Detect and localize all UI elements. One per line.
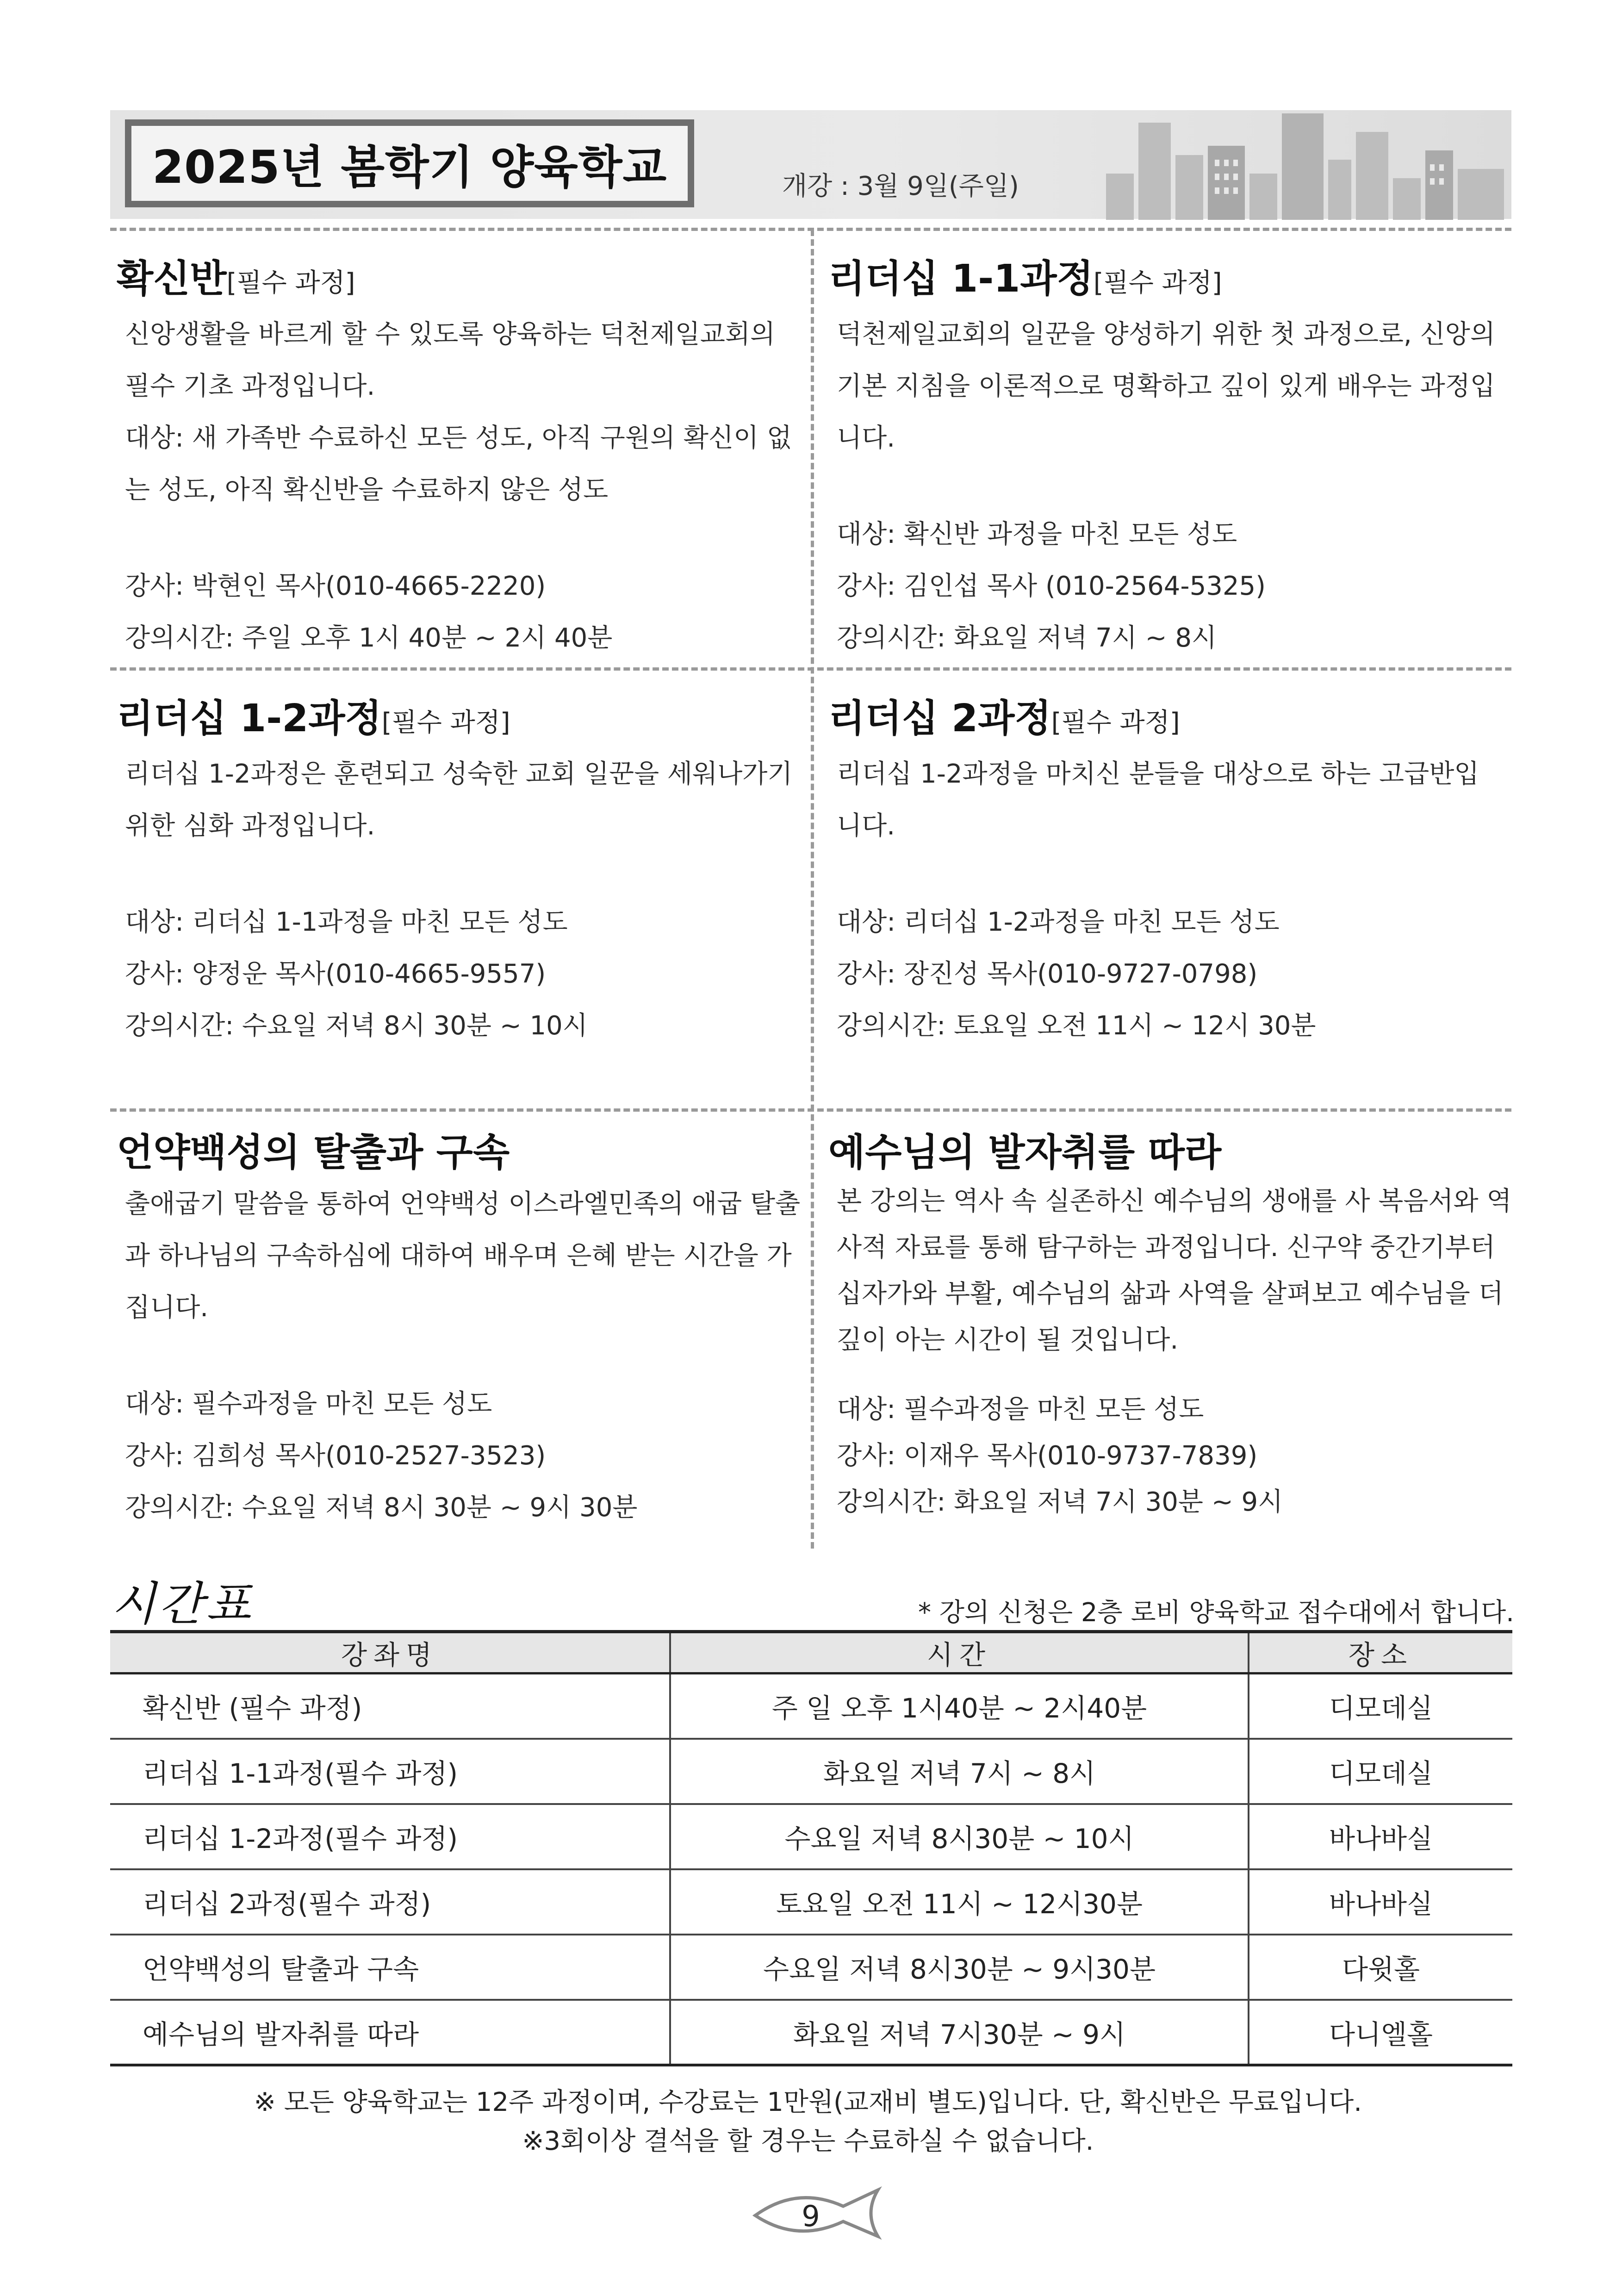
course-card [117, 693, 792, 1052]
course-teacher: 강사: 박현인 목사(010-4665-2220) [125, 571, 546, 601]
course-teacher: 강사: 양정운 목사(010-4665-9557) [125, 959, 546, 989]
course-name-cell: 리더십 2과정(필수 과정) [110, 1869, 670, 1935]
course-name-cell: 리더십 1-1과정(필수 과정) [110, 1739, 670, 1804]
time-cell: 수요일 저녁 8시30분 ~ 10시 [670, 1804, 1249, 1869]
divider-column [811, 230, 814, 1549]
course-card [828, 1127, 1512, 1525]
course-body: 신앙생활을 바르게 할 수 있도록 양육하는 덕천제일교회의 필수 기초 과정입니다. 대상: 새 가족반 수료하신 모든 성도, 아직 구원의 확신이 없 는 성도, 아직 확신반을 수료하지 않은 성도 강사: 박현인 목사(010-4665-2220) 강의시간: 주일 오후 1시 40분 ~ 2시 40분 [117, 309, 792, 664]
page-number: 9 [802, 2199, 820, 2233]
course-title: 리더십 2과정[필수 과정] [828, 697, 1180, 740]
opening-date: 개강 : 3월 9일(주일) [782, 171, 1019, 201]
place-cell: 바나바실 [1249, 1869, 1512, 1935]
footnote-attendance: ※3회이상 결석을 할 경우는 수료하실 수 없습니다. [522, 2126, 1094, 2156]
table-row [110, 1674, 1512, 1739]
time-cell: 화요일 저녁 7시 ~ 8시 [670, 1739, 1249, 1804]
footnote-fee: ※ 모든 양육학교는 12주 과정이며, 수강료는 1만원(교재비 별도)입니다. 단, 확신반은 무료입니다. [254, 2087, 1362, 2117]
course-title: 언약백성의 탈출과 구속 [117, 1131, 510, 1175]
column-header: 시간 [670, 1632, 1249, 1674]
course-card [117, 254, 792, 664]
course-body: 본 강의는 역사 속 실존하신 예수님의 생애를 사 복음서와 역 사적 자료를 통해 탐구하는 과정입니다. 신구약 중간기부터 십자가와 부활, 예수님의 삶과 사역을 살펴보고 예수님을 더 깊이 아는 시간이 될 것입니다. 대상: 필수과정을 마친 모든 성도 강사: 이재우 목사(010-9737-7839) 강의시간: 화요일 저녁 7시 30분 ~ 9시 [828, 1178, 1504, 1525]
course-title: 리더십 1-2과정[필수 과정] [117, 697, 510, 740]
table-row [110, 2000, 1512, 2065]
timetable-note: * 강의 신청은 2층 로비 양육학교 접수대에서 합니다. [918, 1598, 1514, 1628]
time-cell: 화요일 저녁 7시30분 ~ 9시 [670, 2000, 1249, 2065]
course-title: 예수님의 발자취를 따라 [828, 1131, 1222, 1175]
course-name-cell: 확신반 (필수 과정) [110, 1674, 670, 1739]
course-body: 출애굽기 말씀을 통하여 언약백성 이스라엘민족의 애굽 탈출 과 하나님의 구속하심에 대하여 배우며 은혜 받는 시간을 가 집니다. 대상: 필수과정을 마친 모든 성도 강사: 김희성 목사(010-2527-3523) 강의시간: 수요일 저녁 8시 30분 ~ 9시 30분 [117, 1178, 792, 1534]
course-time: 강의시간: 토요일 오전 11시 ~ 12시 30분 [837, 1011, 1316, 1041]
timetable [110, 1630, 1512, 2066]
place-cell: 디모데실 [1249, 1739, 1512, 1804]
course-time: 강의시간: 수요일 저녁 8시 30분 ~ 9시 30분 [125, 1493, 638, 1523]
course-name-cell: 언약백성의 탈출과 구속 [110, 1935, 670, 2000]
table-row [110, 1739, 1512, 1804]
course-title: 리더십 1-1과정[필수 과정] [828, 257, 1222, 301]
course-card [117, 1127, 801, 1534]
table-row [110, 1804, 1512, 1869]
course-time: 강의시간: 수요일 저녁 8시 30분 ~ 10시 [125, 1011, 588, 1041]
course-time: 강의시간: 주일 오후 1시 40분 ~ 2시 40분 [125, 623, 613, 653]
time-cell: 수요일 저녁 8시30분 ~ 9시30분 [670, 1935, 1249, 2000]
place-cell: 디모데실 [1249, 1674, 1512, 1739]
table-row [110, 1935, 1512, 2000]
course-teacher: 강사: 이재우 목사(010-9737-7839) [837, 1441, 1258, 1471]
course-teacher: 강사: 김인섭 목사 (010-2564-5325) [837, 571, 1266, 601]
table-row [110, 1869, 1512, 1935]
course-teacher: 강사: 김희성 목사(010-2527-3523) [125, 1441, 546, 1471]
column-header: 강좌명 [110, 1632, 670, 1674]
city-skyline-icon [1101, 104, 1509, 220]
place-cell: 다윗홀 [1249, 1935, 1512, 2000]
course-body: 덕천제일교회의 일꾼을 양성하기 위한 첫 과정으로, 신앙의 기본 지침을 이론적으로 명확하고 깊이 있게 배우는 과정입 니다. 대상: 확신반 과정을 마친 모든 성도 강사: 김인섭 목사 (010-2564-5325) 강의시간: 화요일 저녁 7시 ~ 8시 [828, 309, 1504, 664]
course-card [828, 254, 1504, 664]
course-card [828, 693, 1504, 1052]
course-title: 확신반[필수 과정] [117, 257, 355, 301]
timetable-title: 시간표 [111, 1577, 254, 1631]
time-cell: 주 일 오후 1시40분 ~ 2시40분 [670, 1674, 1249, 1739]
column-header: 장소 [1249, 1632, 1512, 1674]
course-time: 강의시간: 화요일 저녁 7시 30분 ~ 9시 [837, 1487, 1283, 1517]
course-body: 리더십 1-2과정은 훈련되고 성숙한 교회 일꾼을 세워나가기 위한 심화 과정입니다. 대상: 리더십 1-1과정을 마친 모든 성도 강사: 양정운 목사(010-4665-9557) 강의시간: 수요일 저녁 8시 30분 ~ 10시 [117, 748, 792, 1052]
course-teacher: 강사: 장진성 목사(010-9727-0798) [837, 959, 1258, 989]
place-cell: 바나바실 [1249, 1804, 1512, 1869]
title-box [125, 119, 694, 207]
course-name-cell: 예수님의 발자취를 따라 [110, 2000, 670, 2065]
course-name-cell: 리더십 1-2과정(필수 과정) [110, 1804, 670, 1869]
course-time: 강의시간: 화요일 저녁 7시 ~ 8시 [837, 623, 1217, 653]
time-cell: 토요일 오전 11시 ~ 12시30분 [670, 1869, 1249, 1935]
place-cell: 다니엘홀 [1249, 2000, 1512, 2065]
table-header-row [110, 1632, 1512, 1674]
page-title: 2025년 봄학기 양육학교 [152, 141, 667, 194]
course-body: 리더십 1-2과정을 마치신 분들을 대상으로 하는 고급반입 니다. 대상: 리더십 1-2과정을 마친 모든 성도 강사: 장진성 목사(010-9727-0798) 강의시간: 토요일 오전 11시 ~ 12시 30분 [828, 748, 1504, 1052]
